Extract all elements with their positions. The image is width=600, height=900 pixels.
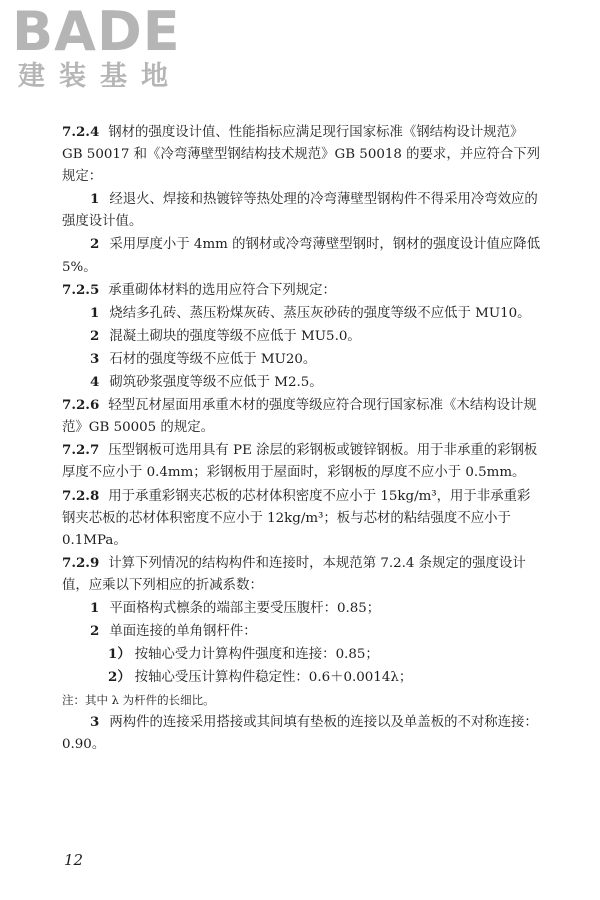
note: 注：其中 λ 为杆件的长细比。 [62, 693, 215, 708]
clause-text: 轻型瓦材屋面用承重木材的强度等级应符合现行国家标准《木结构设计规范》GB 50005 的规定。 [62, 398, 537, 436]
clause-7-2-7 [62, 439, 542, 484]
item-number: 2 [90, 236, 100, 253]
item-number: 3 [90, 350, 100, 367]
item-text: 两构件的连接采用搭接或其间填有垫板的连接以及单盖板的不对称连接：0.90。 [62, 715, 538, 753]
list-item [62, 233, 542, 278]
clause-text: 承重砌体材料的选用应符合下列规定： [108, 282, 336, 298]
clause-7-2-6 [62, 394, 542, 439]
item-number: 4 [90, 374, 100, 391]
clause-7-2-8 [62, 485, 542, 552]
clause-text: 用于承重彩钢夹芯板的芯材体积密度不应小于 15kg/m³，用于非承重彩钢夹芯板的芯材体积密度不应小于 12kg/m³；板与芯材的粘结强度不应小于 0.1MPa。 [62, 488, 531, 548]
list-item [62, 711, 542, 756]
item-text: 经退火、焊接和热镀锌等热处理的冷弯薄壁型钢构件不得采用冷弯效应的强度设计值。 [62, 192, 538, 230]
item-text: 混凝土砌块的强度等级不应低于 MU5.0。 [109, 328, 361, 344]
clause-number: 7.2.8 [62, 487, 100, 504]
item-text: 单面连接的单角钢杆件： [109, 624, 257, 640]
logo-wordmark: BADE [12, 0, 181, 63]
logo-subtitle: 建装基地 [18, 61, 182, 92]
clause-text: 压型钢板可选用具有 PE 涂层的彩钢板或镀锌钢板。用于非承重的彩钢板厚度不应小于 0.4mm；彩钢板用于屋面时，彩钢板的厚度不应小于 0.5mm。 [62, 443, 538, 481]
list-item [62, 302, 542, 325]
list-item [62, 188, 542, 233]
item-number: 1 [90, 191, 100, 208]
item-text: 平面格构式檩条的端部主要受压腹杆：0.85； [109, 600, 381, 616]
item-number: 2 [90, 327, 100, 344]
item-text: 砌筑砂浆强度等级不应低于 M2.5。 [109, 375, 323, 391]
item-text: 烧结多孔砖、蒸压粉煤灰砖、蒸压灰砂砖的强度等级不应低于 MU10。 [109, 305, 531, 321]
list-item [62, 325, 542, 348]
list-item [62, 348, 542, 371]
document-body [62, 121, 542, 757]
sub-item-text: 按轴心受力计算构件强度和连接：0.85； [134, 647, 379, 663]
clause-number: 7.2.6 [62, 397, 100, 414]
sub-item [62, 666, 542, 689]
item-text: 石材的强度等级不应低于 MU20。 [109, 351, 317, 367]
bade-logo [12, 0, 182, 92]
item-number: 2 [90, 623, 100, 640]
clause-number: 7.2.7 [62, 442, 100, 459]
list-item [62, 371, 542, 394]
clause-text: 钢材的强度设计值、性能指标应满足现行国家标准《钢结构设计规范》GB 50017 和《冷弯薄壁型钢结构技术规范》GB 50018 的要求，并应符合下列规定： [62, 125, 541, 185]
item-number: 3 [90, 714, 100, 731]
page-number: 12 [64, 851, 84, 869]
clause-7-2-9 [62, 552, 542, 597]
list-item [62, 620, 542, 643]
sub-item [62, 643, 542, 666]
clause-number: 7.2.4 [62, 124, 100, 140]
item-text: 采用厚度小于 4mm 的钢材或冷弯薄壁型钢时，钢材的强度设计值应降低 5%。 [62, 237, 541, 275]
sub-item-number: 1） [108, 646, 131, 663]
item-number: 1 [90, 599, 100, 616]
clause-7-2-5 [62, 279, 542, 302]
sub-item-text: 按轴心受压计算构件稳定性：0.6＋0.0014λ； [134, 670, 413, 686]
clause-text: 计算下列情况的结构构件和连接时，本规范第 7.2.4 条规定的强度设计值，应乘以下列相应的折减系数： [62, 555, 526, 593]
clause-number: 7.2.9 [62, 554, 100, 571]
list-item [62, 597, 542, 620]
sub-item-number: 2） [108, 669, 131, 686]
clause-number: 7.2.5 [62, 281, 100, 298]
clause-7-2-4 [62, 121, 542, 188]
item-number: 1 [90, 304, 100, 321]
